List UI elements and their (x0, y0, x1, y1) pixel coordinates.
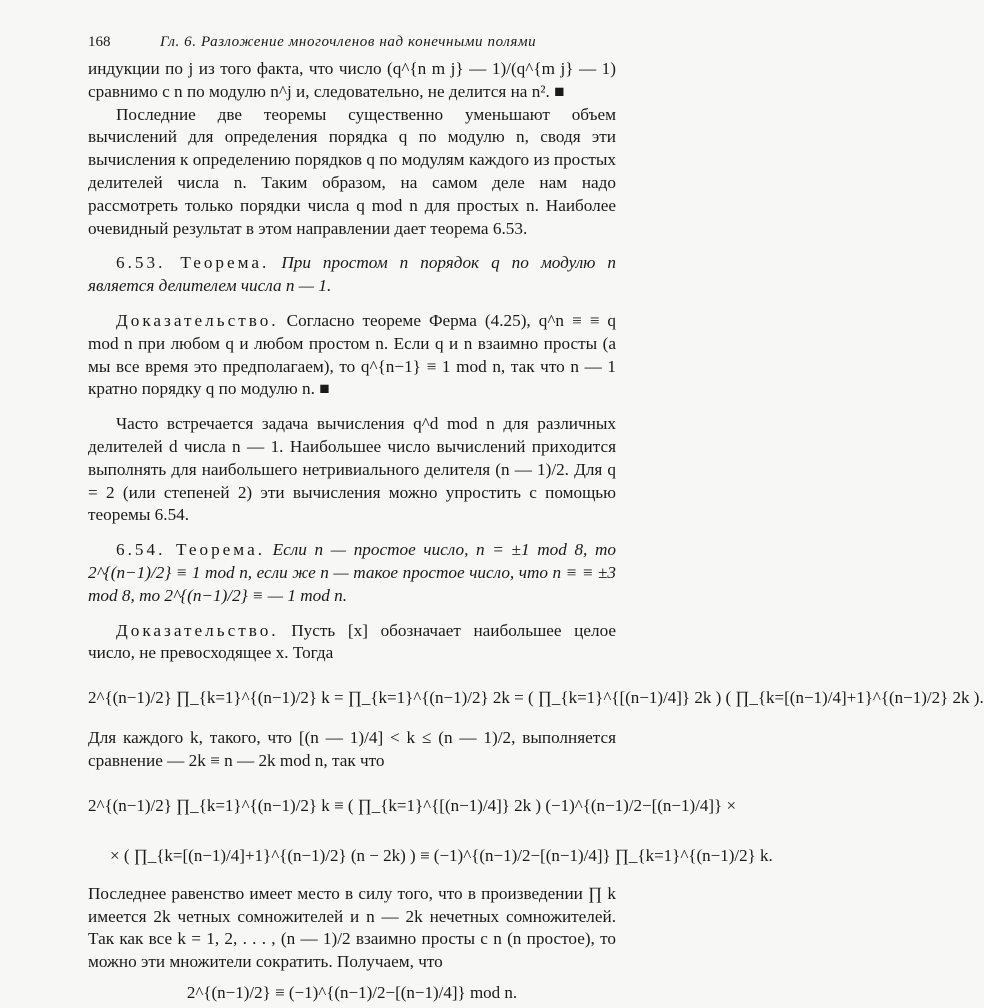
running-header (88, 34, 616, 58)
proof-6-54-label: Доказательство. (116, 620, 279, 640)
paragraph-remark: Последние две теоремы существенно уменьшают объем вычислений для определения порядка q по модулю n, сводя эти вычисления к определению порядков q по модулям каждого из простых делителей числа n. Таким образом, на самом деле нам надо рассмотреть только порядки числа q mod n для простых n. Наиболее очевидный результат в этом направлении дает теорема 6.53. (88, 104, 616, 238)
formula-result-text: 2^{(n−1)/2} ≡ (−1)^{(n−1)/2−[(n−1)/4]} mod n. (186, 982, 518, 1002)
paragraph-congruence: Для каждого k, такого, что [(n — 1)/4] < k ≤ (n — 1)/2, выполняется сравнение — 2k ≡ n — 2k mod n, так что (88, 728, 616, 770)
paragraph-induction: индукции по j из того факта, что число (q^{n m j} — 1)/(q^{m j} — 1) сравнимо с n по модулю n^j и, следовательно, не делится на n². ■ (88, 59, 616, 101)
formula-congruence-line-2-text: × ( ∏_{k=[(n−1)/4]+1}^{(n−1)/2} (n − 2k) ) ≡ (−1)^{(n−1)/2−[(n−1)/4]} ∏_{k=1}^{(n−1)/2} k. (110, 845, 773, 865)
theorem-6-54-label: 6.54. Теорема. (116, 540, 265, 560)
paragraph-division-task: Часто встречается задача вычисления q^d mod n для различных делителей d числа n — 1. Наибольшее число вычислений приходится выполнять для наибольшего нетривиального делителя (n — 1)/2. Для q = 2 (или степеней 2) эти вычисления можно упростить с помощью теоремы 6.54. (88, 414, 616, 525)
book-page (88, 34, 984, 1008)
proof-6-54 (88, 620, 616, 666)
formula-congruence-line-1-text: 2^{(n−1)/2} ∏_{k=1}^{(n−1)/2} k ≡ ( ∏_{k=1}^{[(n−1)/4]} 2k ) (−1)^{(n−1)/2−[(n−1)/4]} × (88, 795, 737, 815)
theorem-6-53-label: 6.53. Теорема. (116, 253, 270, 273)
theorem-6-54 (88, 539, 616, 607)
formula-product-expansion (88, 671, 984, 723)
theorem-6-53-statement: При простом n порядок q по модулю n является делителем числа n — 1. (88, 253, 616, 296)
theorem-6-53 (88, 252, 616, 298)
formula-congruence-line-2 (88, 829, 773, 879)
theorem-6-54-statement: Если n — простое число, n = ±1 mod 8, то 2^{(n−1)/2} ≡ 1 mod n, если же n — такое простое число, что n ≡ ≡ ±3 mod 8, то 2^{(n−1)/2} ≡ — 1 mod n. (88, 540, 616, 605)
proof-6-53 (88, 310, 616, 401)
formula-congruence-line-1 (88, 779, 737, 827)
proof-6-53-label: Доказательство. (116, 310, 279, 330)
proof-6-54-text: Пусть [x] обозначает наибольшее целое число, не превосходящее x. Тогда (88, 620, 617, 663)
running-title: Гл. 6. Разложение многочленов над конечными полями (160, 34, 537, 50)
page-number: 168 (88, 34, 111, 50)
formula-result (88, 978, 616, 1008)
formula-product-expansion-text: 2^{(n−1)/2} ∏_{k=1}^{(n−1)/2} k = ∏_{k=1}^{(n−1)/2} 2k = ( ∏_{k=1}^{[(n−1)/4]} 2k ) ( ∏_{k=[(n−1)/4]+1}^{(n−1)/2} 2k ). (88, 688, 984, 708)
paragraph-equality-reason: Последнее равенство имеет место в силу того, что в произведении ∏ k имеется 2k четных сомножителей и n — 2k нечетных сомножителей. Так как все k = 1, 2, . . . , (n — 1)/2 взаимно просты с n (n простое), то можно эти множители сократить. Получаем, что (88, 883, 616, 972)
proof-6-53-text: Согласно теореме Ферма (4.25), q^n ≡ ≡ q mod n при любом q и любом простом n. Если q и n взаимно просты (а мы все время это предполагаем), то q^{n−1} ≡ 1 mod n, так что n — 1 кратно порядку q по модулю n. ■ (88, 310, 616, 399)
